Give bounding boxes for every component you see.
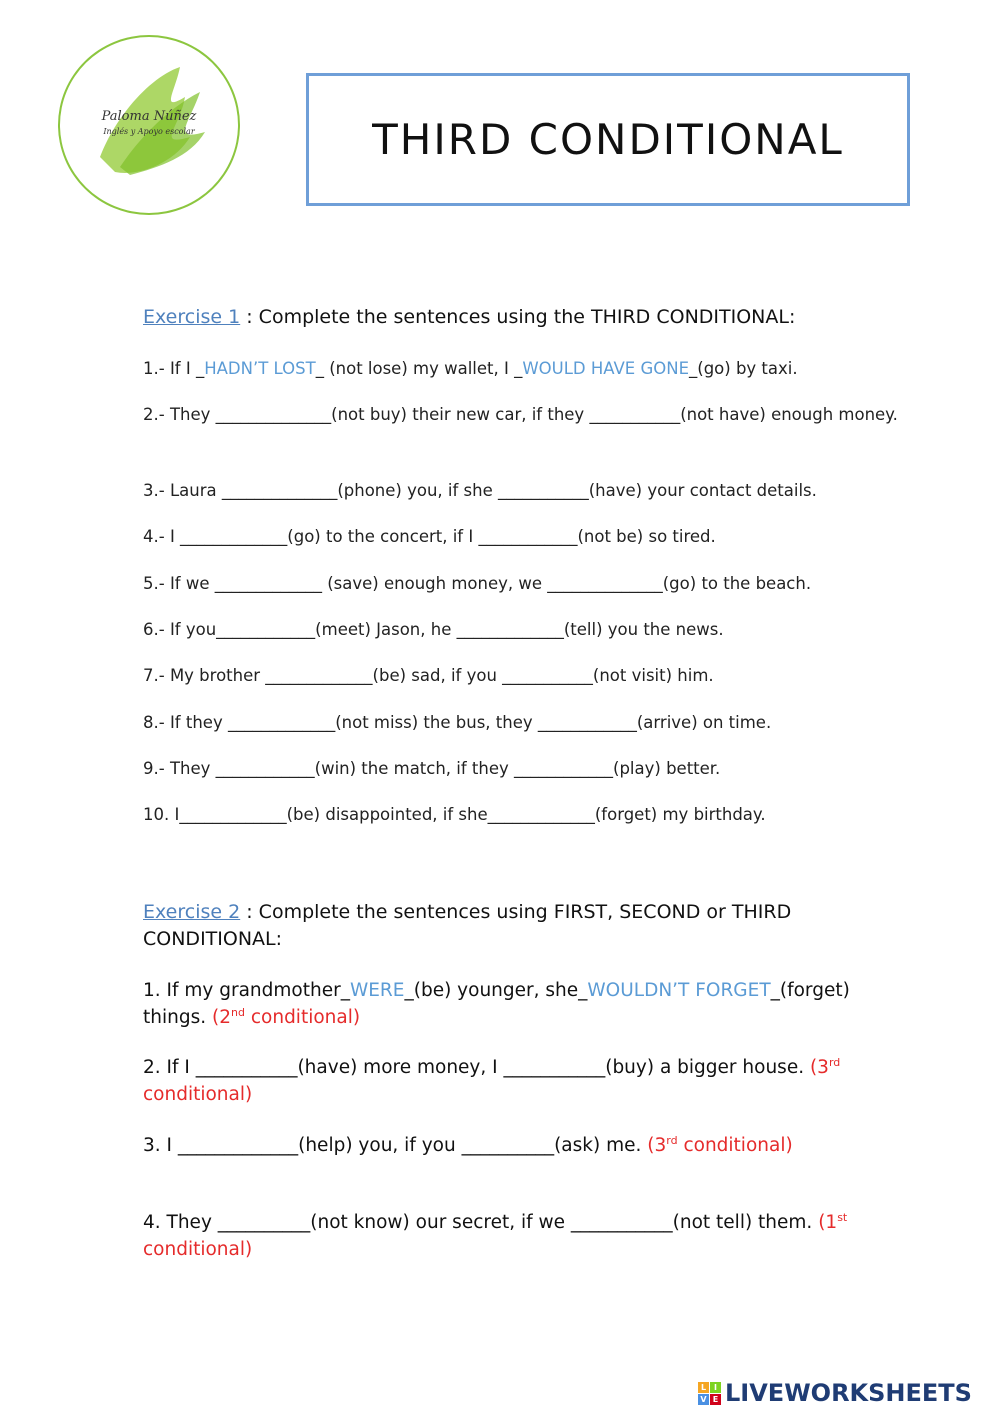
hint-text: (2	[212, 1007, 231, 1028]
ex1-sentence-2: 2.- They ______________(not buy) their new car, if they ___________(not have) enough money.	[143, 405, 898, 424]
hint	[647, 1135, 792, 1156]
sentence-text: _(be) younger, she_	[404, 980, 588, 1001]
ex1-sentence-8: 8.- If they _____________(not miss) the bus, they ____________(arrive) on time.	[143, 713, 772, 732]
logo-tile: I	[710, 1382, 721, 1393]
ex2-sentence-1	[143, 977, 913, 1031]
hint-text: conditional)	[143, 1239, 253, 1260]
sentence-text: 3. I _____________(help) you, if you __________(ask) me.	[143, 1135, 648, 1156]
logo	[58, 35, 240, 215]
sentence-text: _(forget) things.	[143, 980, 850, 1028]
ex1-sentence-9: 9.- They ____________(win) the match, if they ____________(play) better.	[143, 759, 721, 778]
hint-sup: rd	[666, 1133, 678, 1147]
ex2-sentence-4	[143, 1209, 913, 1263]
ex1-sentence-3: 3.- Laura ______________(phone) you, if she ___________(have) your contact details.	[143, 481, 817, 500]
sentence-text: 4. They __________(not know) our secret, if we ___________(not tell) them.	[143, 1212, 819, 1233]
ex1-sentence-6: 6.- If you____________(meet) Jason, he _____________(tell) you the news.	[143, 620, 724, 639]
answer-1: WERE	[349, 980, 405, 1001]
sentence-text: 1. If my grandmother_	[143, 980, 350, 1001]
paint-splash-icon	[60, 37, 240, 215]
hint-sup: nd	[231, 1005, 245, 1019]
hint-text: (1	[818, 1212, 838, 1233]
ex1-sentence-10: 10. I_____________(be) disappointed, if she_____________(forget) my birthday.	[143, 805, 766, 824]
sentence-text: _(go) by taxi.	[689, 359, 798, 378]
hint-text: conditional)	[244, 1007, 361, 1028]
answer-2: WOULDN’T FORGET	[587, 980, 771, 1001]
ex1-sentence-5: 5.- If we _____________ (save) enough money, we ______________(go) to the beach.	[143, 574, 812, 593]
logo-tile: E	[710, 1394, 721, 1405]
ex1-sentence-4: 4.- I _____________(go) to the concert, if I ____________(not be) so tired.	[143, 527, 716, 546]
exercise2-instruction: : Complete the sentences using FIRST, SECOND or THIRD CONDITIONAL:	[143, 901, 792, 950]
answer-1: HADN’T LOST	[204, 359, 316, 378]
hint	[212, 1007, 360, 1028]
title-box	[306, 73, 910, 206]
hint-text: conditional)	[677, 1135, 793, 1156]
liveworksheets-brand[interactable]	[698, 1376, 994, 1410]
hint-sup: rd	[828, 1055, 841, 1069]
exercise2-label: Exercise 2	[143, 901, 241, 923]
exercise2-heading	[143, 899, 823, 953]
exercise1-label: Exercise 1	[143, 306, 241, 328]
ex1-sentence-1	[143, 354, 903, 384]
logo-tagline: Inglés y Apoyo escolar	[103, 127, 195, 136]
logo-name: Paloma Núñez	[101, 109, 197, 124]
liveworksheets-logo-icon	[698, 1382, 721, 1405]
logo-tile: L	[698, 1382, 709, 1393]
hint-text: conditional)	[143, 1084, 253, 1105]
exercise1-instruction: : Complete the sentences using the THIRD CONDITIONAL:	[240, 306, 796, 328]
ex1-sentence-7: 7.- My brother _____________(be) sad, if you ___________(not visit) him.	[143, 666, 714, 685]
exercise1-heading	[143, 304, 903, 331]
hint-sup: st	[837, 1210, 848, 1224]
answer-2: WOULD HAVE GONE	[522, 359, 690, 378]
sentence-text: _ (not lose) my wallet, I _	[315, 359, 523, 378]
ex2-sentence-3	[143, 1132, 913, 1159]
hint-text: (3	[809, 1057, 829, 1078]
sentence-text: 2. If I ___________(have) more money, I ___________(buy) a bigger house.	[143, 1057, 810, 1078]
logo-tile: V	[698, 1394, 709, 1405]
brand-name: LIVEWORKSHEETS	[725, 1379, 972, 1407]
hint-text: (3	[647, 1135, 667, 1156]
page-title: THIRD CONDITIONAL	[372, 115, 844, 164]
sentence-text: 1.- If I _	[143, 359, 205, 378]
ex2-sentence-2	[143, 1054, 913, 1108]
